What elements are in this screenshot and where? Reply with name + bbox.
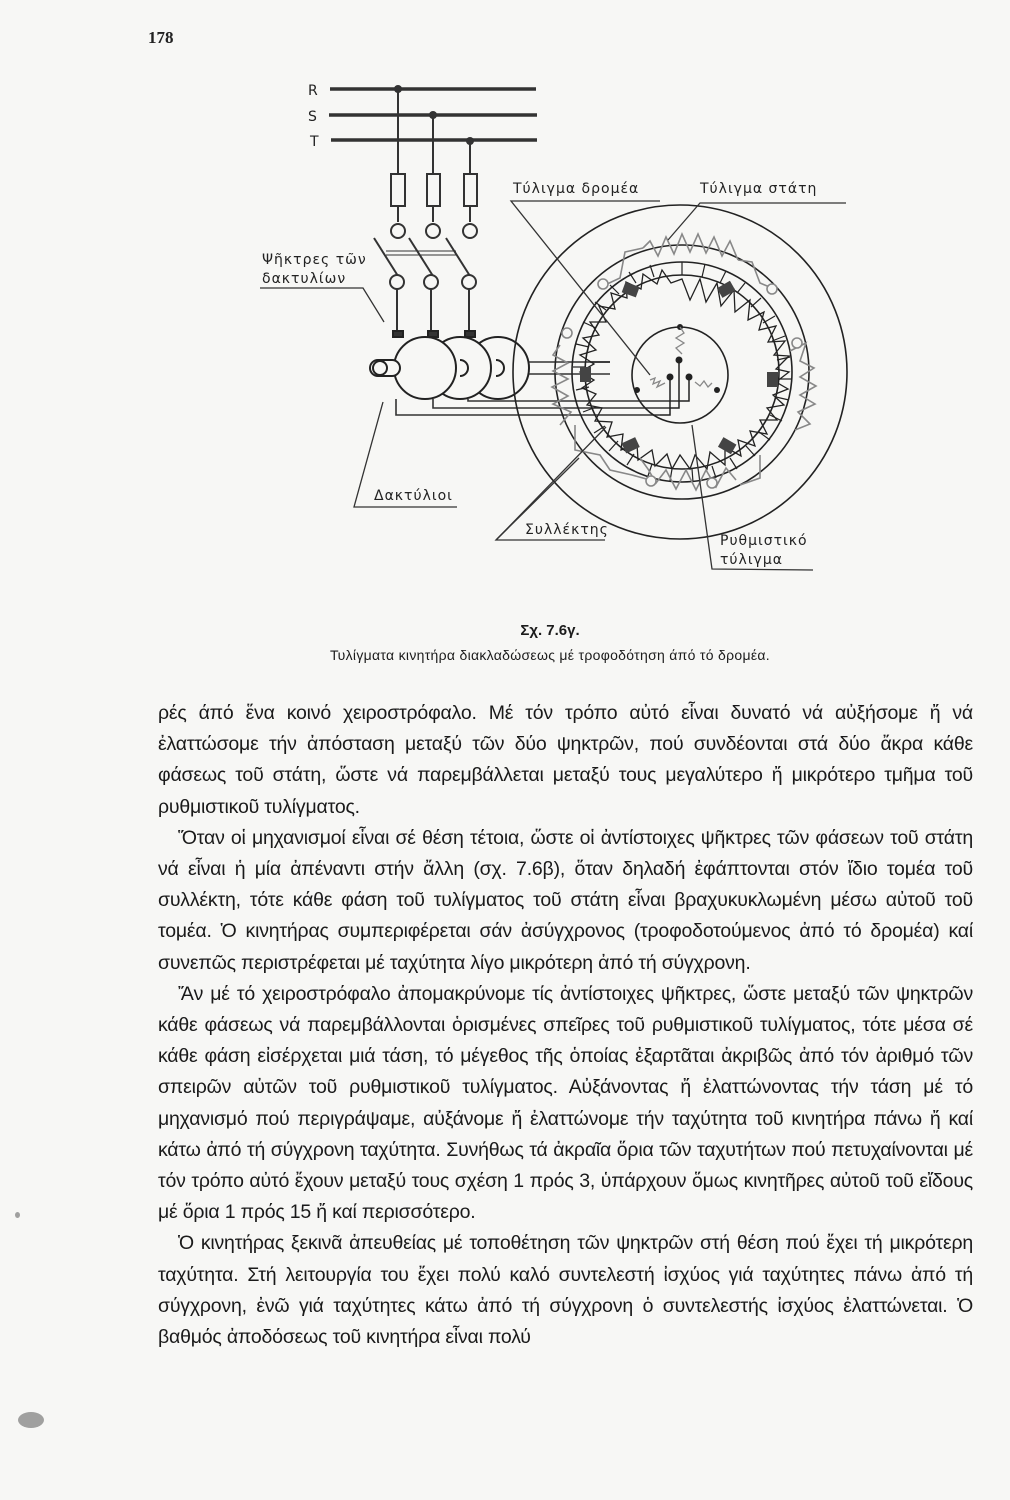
paragraph-3: Ἄν μέ τό χειροστρόφαλο ἀπομακρύνομε τίς ἀντίστοιχες ψῆκτρες, ὥστε μεταξύ τῶν ψηκτρῶν κάθε φάσεως νά παρεμβάλλονται ὁρισμένες σπεῖρες τοῦ ρυθμιστικοῦ τυλίγματος, τότε μέσα σέ κάθε φάση εἰσέρχεται μιά τάση, τό μέγεθος τῆς ὁποίας ἐξαρτᾶται ἀκριβῶς ἀπό τόν ἀριθμό τῶν σπειρῶν αὐτῶν τοῦ ρυθμιστικοῦ τυλίγματος. Αὐξάνοντας ἤ ἐλαττώνοντας τήν τάση μέ τό μηχανισμό πού περιγράψαμε, αὐξάνομε ἤ ἐλαττώνομε τήν ταχύτητα τοῦ κινητήρα πάνω ἤ καί κάτω ἀπό τή σύγχρονη ταχύτητα. Συνήθως τά ἀκραῖα ὅρια τῶν ταχυτήτων πού πετυχαίνονται μέ τόν τρόπο αὐτό ἔχουν μεταξύ τους σχέση 1 πρός 3, ὑπάρχουν ὅμως κινητῆρες αὐτοῦ τοῦ εἴδους μέ ὅρια 1 πρός 15 ἤ καί περισσότερο. — [158, 982, 973, 1224]
scan-smudge — [18, 1412, 44, 1428]
scan-speck — [15, 1212, 20, 1218]
motor-winding-diagram — [0, 0, 1010, 620]
bus-label-t: T — [310, 134, 320, 150]
figure-caption-title: Σχ. 7.6γ. — [520, 622, 580, 639]
label-commutator: Συλλέκτης — [525, 522, 609, 538]
slip-rings — [370, 331, 529, 399]
paragraph-2: Ὅταν οἱ μηχανισμοί εἶναι σέ θέση τέτοια, ὥστε οἱ ἀντίστοιχες ψῆκτρες τῶν φάσεων τοῦ στάτη νά εἶναι ἡ μία ἀπέναντι στήν ἄλλη (σχ. 7.6β), ὅταν δηλαδή ἐφάπτονται στόν ἴδιο τομέα τοῦ συλλέκτη, τότε κάθε φάση τοῦ τυλίγματος τοῦ στάτη εἶναι βραχυκυκλωμένη μέσω αὐτοῦ τοῦ τομέα. Ὁ κινητήρας συμπεριφέρεται σάν ἀσύγχρονος (τροφοδοτούμενος ἀπό τό δρομέα) καί συνεπῶς περιστρέφεται μέ ταχύτητα λίγο μικρότερη ἀπό τή σύγχρονη. — [158, 826, 973, 974]
machine — [513, 205, 847, 539]
figure-caption-text: Τυλίγματα κινητήρα διακλαδώσεως μέ τροφοδότηση άπό τό δρομέα. — [330, 647, 770, 663]
bus-label-r: R — [308, 83, 319, 99]
label-stator-winding: Τύλιγμα στάτη — [700, 181, 818, 197]
label-brushes-line1: Ψῆκτρες τῶν — [262, 252, 367, 268]
paragraph-4: Ὁ κινητήρας ξεκινᾶ ἀπευθείας μέ τοποθέτηση τῶν ψηκτρῶν στή θέση πού ἔχει τή μικρότερη ταχύτητα. Στή λειτουργία του ἔχει πολύ καλό συντελεστή ἰσχύος γιά ταχύτητες πάνω ἀπό τή σύγχρονη, ἐνῶ γιά ταχύτητες κάτω ἀπό τή σύγχρονη ὁ συντελεστής ἰσχύος ἐλαττώνεται. Ὁ βαθμός ἀποδόσεως τοῦ κινητήρα εἶναι πολύ — [158, 1232, 973, 1349]
paragraph-1: ρές άπό ἕνα κοινό χειροστρόφαλο. Μέ τόν τρόπο αὐτό εἶναι δυνατό νά αὐξήσομε ἤ νά ἐλαττώσομε τήν ἀπόσταση μεταξύ τῶν δύο ψηκτρῶν, πού συνδέονται στά δύο ἄκρα κάθε φάσεως τοῦ στάτη, ὥστε νά παρεμβάλλεται μεταξύ τους μεγαλύτερο ἤ μικρότερο τμῆμα τοῦ ρυθμιστικοῦ τυλίγματος. — [158, 702, 973, 818]
label-regulating-line1: Ρυθμιστικό — [720, 533, 808, 549]
page-number: 178 — [148, 28, 174, 47]
bus-label-s: S — [308, 109, 318, 125]
fuses-and-switches — [374, 89, 477, 335]
body-text — [158, 698, 973, 1353]
label-rotor-winding: Τύλιγμα δρομέα — [513, 181, 640, 197]
label-brushes-line2: δακτυλίων — [262, 271, 347, 287]
label-slip-rings: Δακτύλιοι — [374, 488, 453, 504]
label-regulating-line2: τύλιγμα — [720, 552, 783, 568]
